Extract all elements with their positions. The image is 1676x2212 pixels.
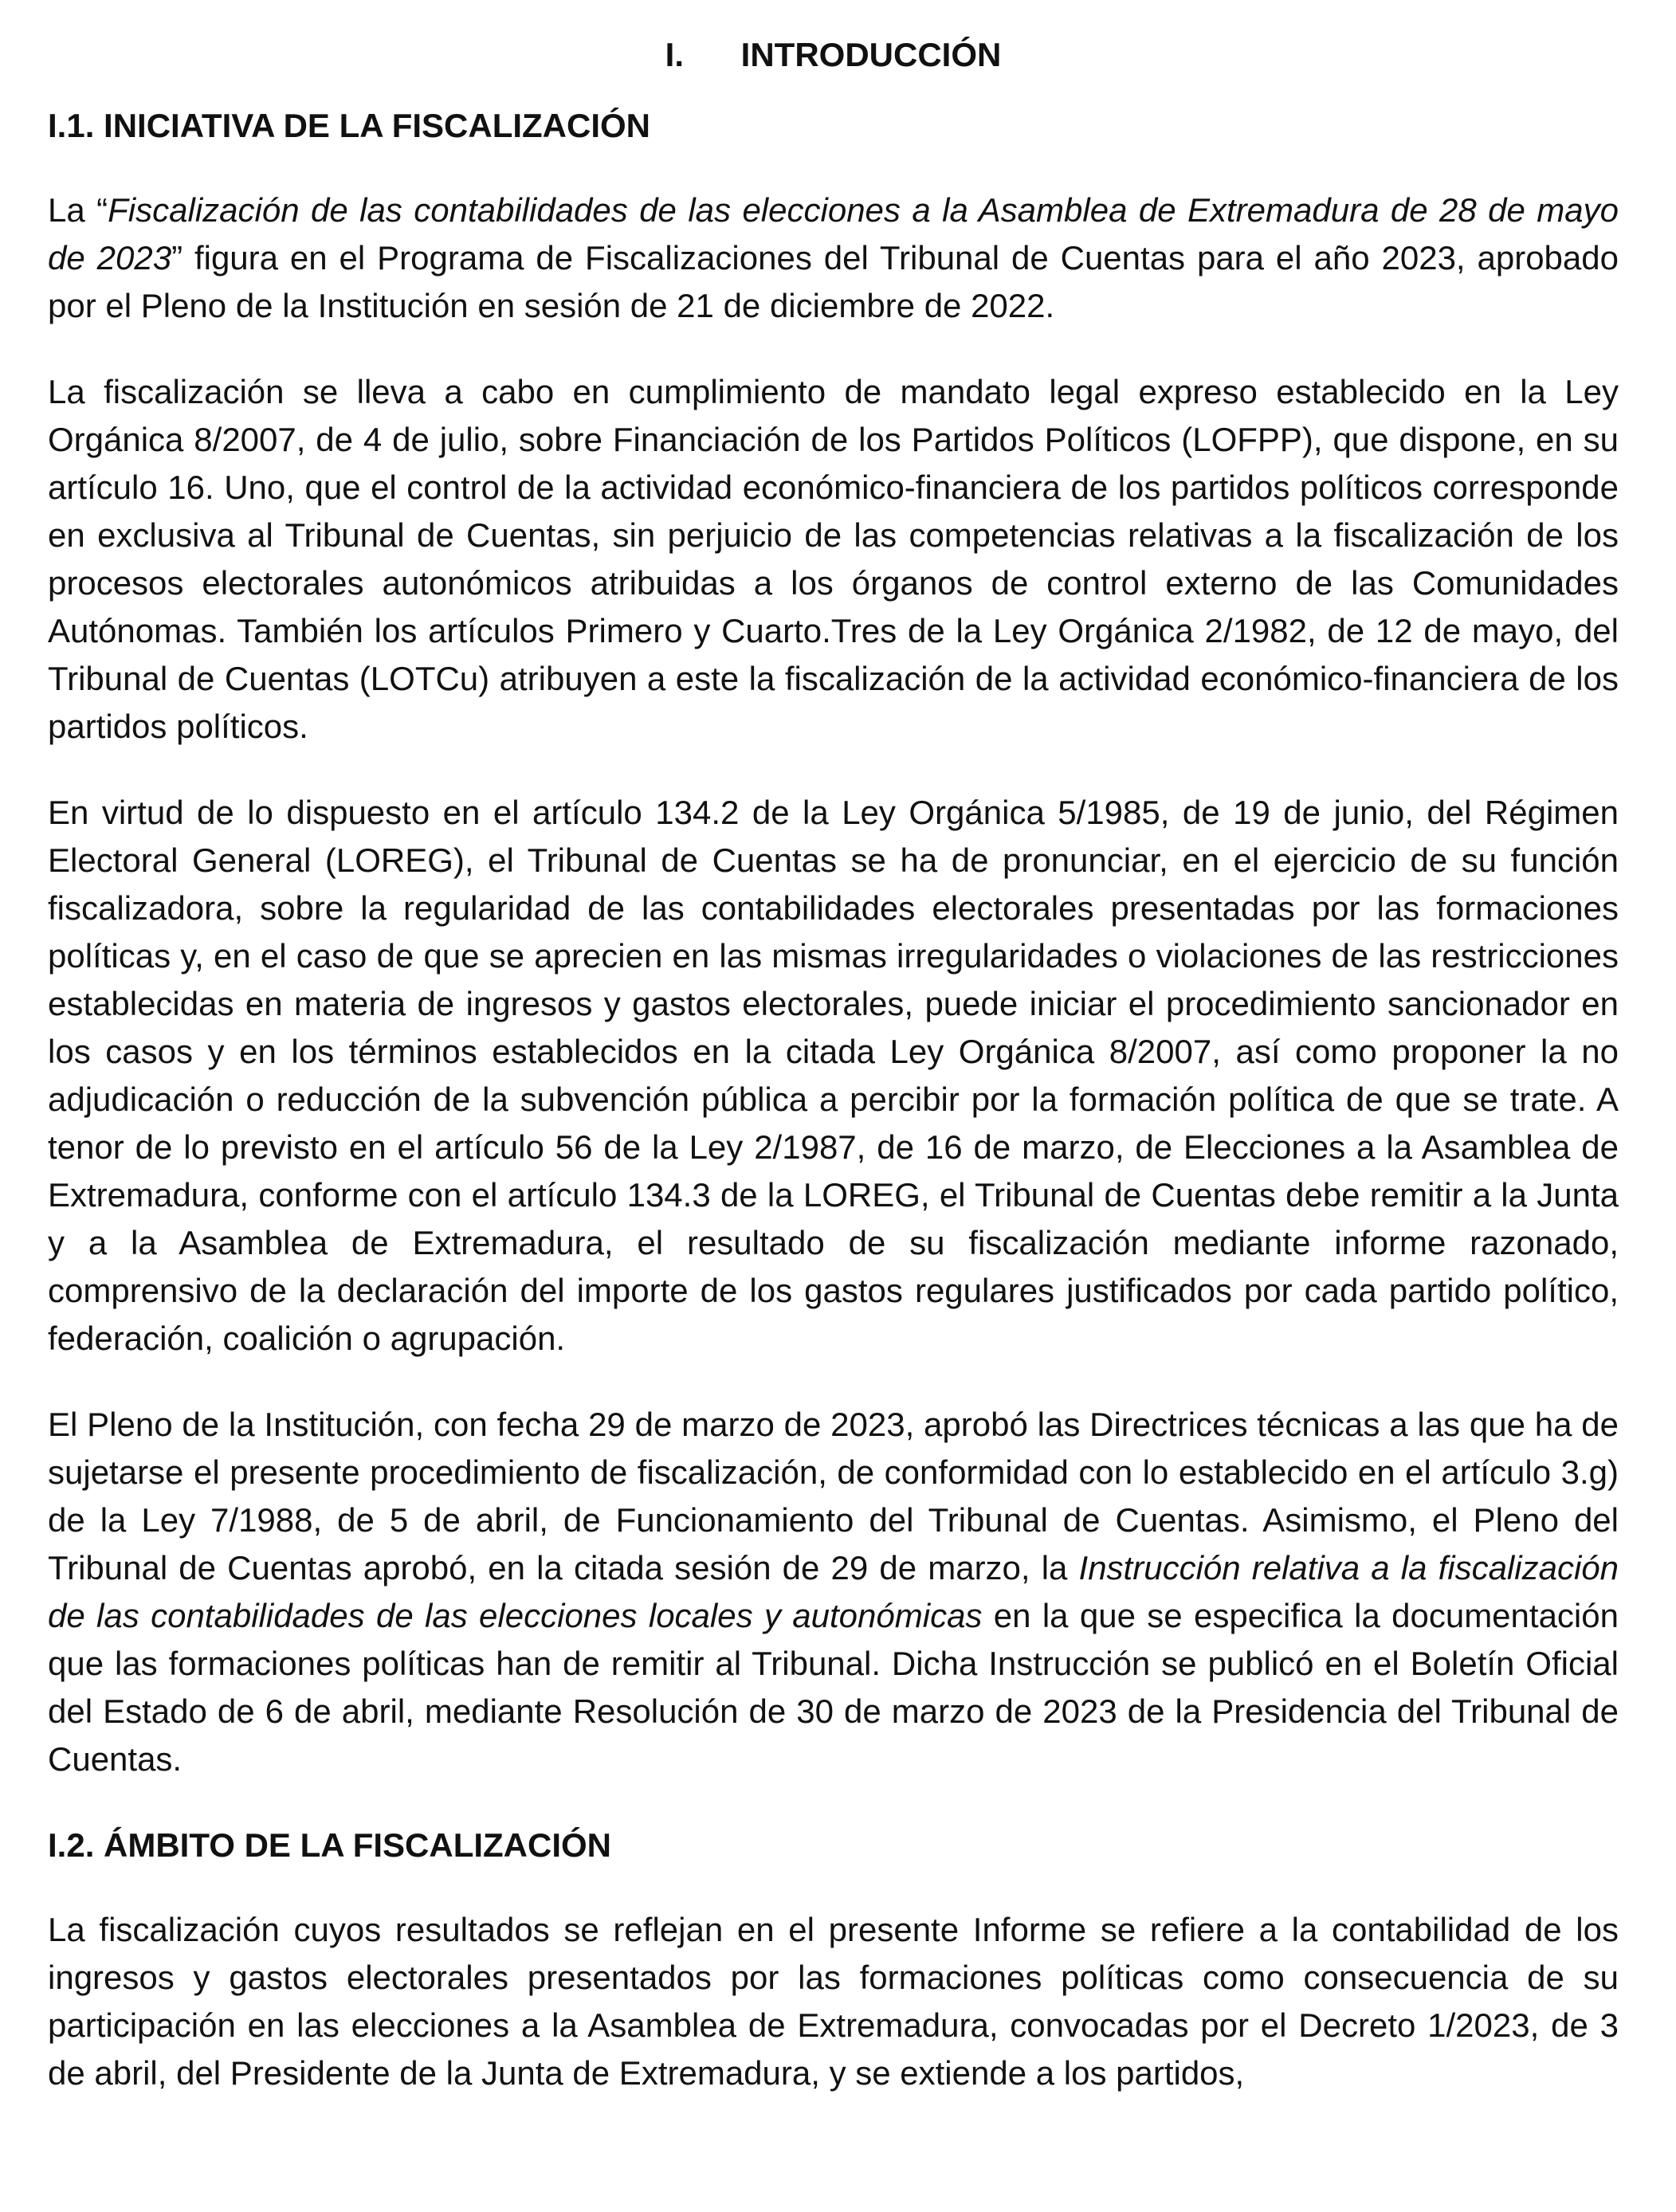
paragraph-1 <box>48 186 1619 330</box>
paragraph-1-rest: ” figura en el Programa de Fiscalizaciones del Tribunal de Cuentas para el año 2023, aprobado por el Pleno de la Institución en sesión de 21 de diciembre de 2022. <box>48 239 1619 324</box>
paragraph-5: La fiscalización cuyos resultados se reflejan en el presente Informe se refiere a la contabilidad de los ingresos y gastos electorales presentados por las formaciones políticas como consecuencia de su participación en las elecciones a la Asamblea de Extremadura, convocadas por el Decreto 1/2023, de 3 de abril, del Presidente de la Junta de Extremadura, y se extiende a los partidos, <box>48 1911 1619 2092</box>
section-heading-ambito: I.2. ÁMBITO DE LA FISCALIZACIÓN <box>48 1826 612 1864</box>
chapter-number: I. <box>665 36 685 73</box>
paragraph-1-italic-title: Fiscalización de las contabilidades de las elecciones a la Asamblea de Extremadura de 28 de mayo de 2023 <box>48 191 1619 276</box>
chapter-title <box>48 29 1619 81</box>
page-content <box>48 29 1619 2136</box>
paragraph-1-lead: La “ <box>48 191 108 229</box>
paragraph-4-italic-instruccion: Instrucción relativa a la fiscalización de las contabilidades de las elecciones locales y autonómicas <box>48 1549 1619 1634</box>
paragraph-4-rest: en la que se especifica la documentación que las formaciones políticas han de remitir al Tribunal. Dicha Instrucción se publicó en el Boletín Oficial del Estado de 6 de abril, mediante Resolución de 30 de marzo de 2023 de la Presidencia del Tribunal de Cuentas. <box>48 1597 1619 1778</box>
section-heading-iniciativa: I.1. INICIATIVA DE LA FISCALIZACIÓN <box>48 107 650 144</box>
paragraph-4-lead: El Pleno de la Institución, con fecha 29 de marzo de 2023, aprobó las Directrices técnicas a las que ha de sujetarse el presente procedimiento de fiscalización, de conformidad con lo establecido en el artículo 3.g) de la Ley 7/1988, de 5 de abril, de Funcionamiento del Tribunal de Cuentas. Asimismo, el Pleno del Tribunal de Cuentas aprobó, en la citada sesión de 29 de marzo, la <box>48 1406 1619 1586</box>
chapter-title-text: INTRODUCCIÓN <box>740 36 1002 73</box>
paragraph-3: En virtud de lo dispuesto en el artículo 134.2 de la Ley Orgánica 5/1985, de 19 de junio, del Régimen Electoral General (LOREG), el Tribunal de Cuentas se ha de pronunciar, en el ejercicio de su función fiscalizadora, sobre la regularidad de las contabilidades electorales presentadas por las formaciones políticas y, en el caso de que se aprecien en las mismas irregularidades o violaciones de las restricciones establecidas en materia de ingresos y gastos electorales, puede iniciar el procedimiento sancionador en los casos y en los términos establecidos en la citada Ley Orgánica 8/2007, así como proponer la no adjudicación o reducción de la subvención pública a percibir por la formación política de que se trate. A tenor de lo previsto en el artículo 56 de la Ley 2/1987, de 16 de marzo, de Elecciones a la Asamblea de Extremadura, conforme con el artículo 134.3 de la LOREG, el Tribunal de Cuentas debe remitir a la Junta y a la Asamblea de Extremadura, el resultado de su fiscalización mediante informe razonado, comprensivo de la declaración del importe de los gastos regulares justificados por cada partido político, federación, coalición o agrupación. <box>48 794 1619 1357</box>
paragraph-2: La fiscalización se lleva a cabo en cumplimiento de mandato legal expreso establecido en la Ley Orgánica 8/2007, de 4 de julio, sobre Financiación de los Partidos Políticos (LOFPP), que dispone, en su artículo 16. Uno, que el control de la actividad económico-financiera de los partidos políticos corresponde en exclusiva al Tribunal de Cuentas, sin perjuicio de las competencias relativas a la fiscalización de los procesos electorales autonómicos atribuidas a los órganos de control externo de las Comunidades Autónomas. También los artículos Primero y Cuarto.Tres de la Ley Orgánica 2/1982, de 12 de mayo, del Tribunal de Cuentas (LOTCu) atribuyen a este la fiscalización de la actividad económico-financiera de los partidos políticos. <box>48 373 1619 745</box>
paragraph-4 <box>48 1401 1619 1783</box>
